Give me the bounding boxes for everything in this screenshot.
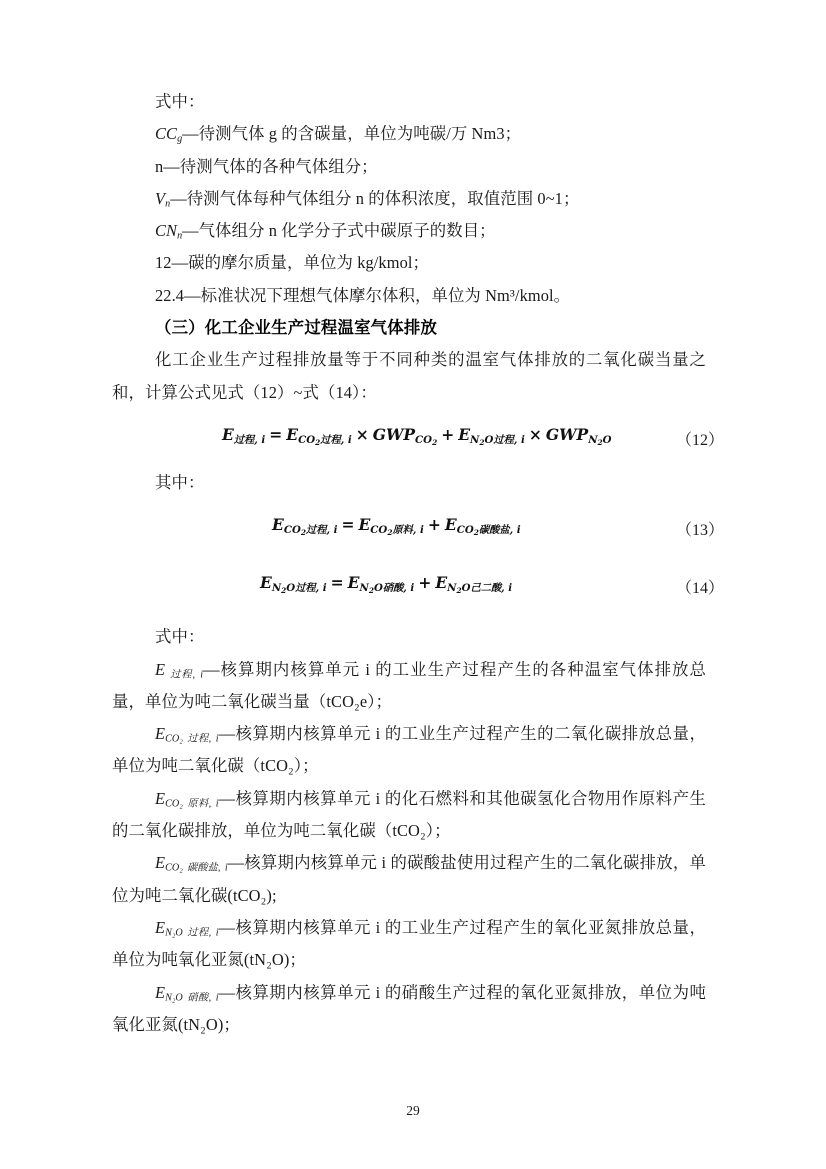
symbol-224: 22.4	[155, 285, 185, 305]
symbol-12: 12	[155, 253, 172, 273]
definition-item-ccg	[112, 118, 706, 150]
definition-item-eco2-tansuanyan	[112, 847, 706, 912]
formula-13-number: （13）	[675, 522, 724, 540]
formula-12-number: （12）	[675, 431, 724, 449]
definition-text-eco2-yuanliao: —核算期内核算单元 i 的化石燃料和其他碳氢化合物用作原料产生的二氧化碳排放，单位为吨二氧化碳（tCO₂）；	[112, 788, 706, 841]
mid-label: 其中：	[155, 472, 205, 492]
symbol-ccg: $CC_g$	[155, 124, 183, 145]
symbol-en2o-xiaosuan: $E_{N_2O}$ 硝酸, i	[155, 982, 219, 1004]
definition-item-vn	[112, 183, 706, 215]
symbol-eco2-yuanliao: $E_{CO_2}$ 原料, i	[155, 788, 219, 810]
definition-text-eco2-tansuanyan: —核算期内核算单元 i 的碳酸盐使用过程产生的二氧化碳排放，单位为吨二氧化碳(tCO₂);	[112, 853, 706, 905]
definition-item-cnn	[112, 215, 706, 247]
definition-text-ccg: —待测气体 g 的含碳量，单位为吨碳/万 Nm3；	[182, 124, 522, 144]
definition-text-e-guocheng: —核算期内核算单元 i 的工业生产过程产生的各种温室气体排放总量，单位为吨二氧化碳当量（tCO₂e）；	[112, 659, 706, 711]
symbol-n: n	[155, 156, 164, 176]
symbol-eco2-guocheng: $E_{CO_2}$ 过程, i	[155, 724, 219, 745]
definition-text-n: —待测气体的各种气体组分；	[163, 156, 378, 176]
formula-14-body: $EN_2O$过程, $i = EN_2O$硝酸, $i + EN_2O$己二酸, i	[260, 573, 513, 596]
definition-text-224: —标准状况下理想气体摩尔体积，单位为 Nm³/kmol。	[184, 285, 571, 305]
definition-text-vn: —待测气体每种气体组分 n 的体积浓度，取值范围 0~1；	[170, 188, 580, 208]
formula-12-row	[112, 415, 724, 467]
definition-item-12	[112, 247, 706, 279]
definition-item-e-guocheng	[112, 654, 706, 719]
formula-14-number: （14）	[675, 580, 724, 598]
symbol-vn: $V_n$	[155, 188, 171, 210]
symbol-cnn: $CN_n$	[155, 221, 183, 242]
where-label-bottom: 式中：	[155, 627, 205, 647]
definition-text-en2o-xiaosuan: —核算期内核算单元 i 的硝酸生产过程的氧化亚氮排放，单位为吨氧化亚氮(tN₂O)；	[112, 982, 706, 1034]
definition-text-en2o-guocheng: —核算期内核算单元 i 的工业生产过程产生的氧化亚氮排放总量，单位为吨氧化亚氮(tN₂O)；	[112, 917, 706, 970]
definition-text-12: —碳的摩尔质量，单位为 kg/kmol；	[171, 253, 430, 273]
definition-item-n	[112, 151, 706, 183]
section-heading: （三）化工企业生产过程温室气体排放	[155, 318, 438, 338]
formula-14-row	[112, 563, 724, 615]
definition-item-en2o-xiaosuan	[112, 977, 706, 1042]
definition-text-cnn: —气体组分 n 化学分子式中碳原子的数目；	[182, 221, 496, 241]
definition-text-eco2-guocheng: —核算期内核算单元 i 的工业生产过程产生的二氧化碳排放总量，单位为吨二氧化碳（tCO₂）；	[112, 724, 706, 776]
definition-item-eco2-guocheng	[112, 718, 706, 783]
definition-item-en2o-guocheng	[112, 912, 706, 977]
page-content	[112, 86, 724, 1041]
formula-12-body: E过程, $i = ECO_2$过程, $i \times GWPCO_2 + EN_2O$过程, $i \times GWPN_2O$	[222, 424, 612, 448]
symbol-e-guocheng: E 过程, i	[155, 659, 204, 681]
section-intro-paragraph: 化工企业生产过程排放量等于不同种类的温室气体排放的二氧化碳当量之和，计算公式见式（12）~式（14）：	[112, 350, 706, 402]
symbol-en2o-guocheng: $E_{N_2O}$ 过程, i	[155, 917, 219, 939]
definition-item-eco2-yuanliao	[112, 783, 706, 848]
page-number: 29	[406, 1103, 420, 1118]
formula-13-row	[112, 505, 724, 557]
where-label-top: 式中：	[155, 92, 205, 111]
definition-item-224	[112, 280, 706, 312]
symbol-eco2-tansuanyan: $E_{CO_2}$ 碳酸盐, i	[155, 853, 228, 874]
formula-13-body: $ECO_2$过程, $i = ECO_2$原料, $i + ECO_2$碳酸盐, i	[272, 515, 521, 538]
